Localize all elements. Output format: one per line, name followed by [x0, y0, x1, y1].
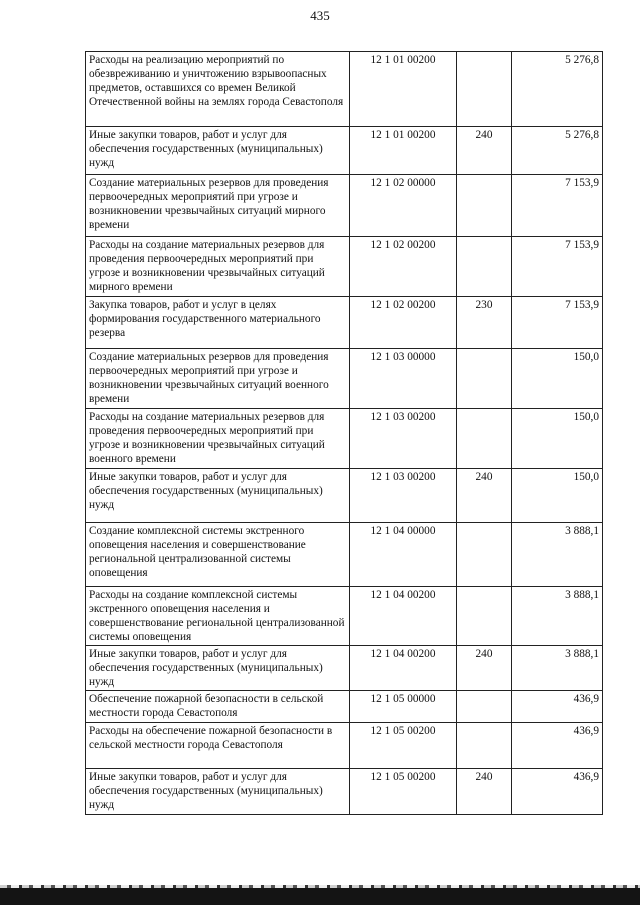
- target-article-cell: 12 1 03 00000: [350, 349, 457, 409]
- scan-edge-band: [0, 885, 640, 905]
- amount-cell: 150,0: [512, 469, 603, 523]
- scan-streak: [0, 885, 640, 888]
- row-name-cell: Создание материальных резервов для проведения первоочередных мероприятий при угрозе и возникновении чрезвычайных ситуаций военного времени: [86, 349, 350, 409]
- row-name-cell: Расходы на обеспечение пожарной безопасности в сельской местности города Севастополя: [86, 723, 350, 769]
- target-article-cell: 12 1 04 00000: [350, 523, 457, 587]
- row-name-cell: Иные закупки товаров, работ и услуг для обеспечения государственных (муниципальных) нужд: [86, 646, 350, 691]
- amount-cell: 7 153,9: [512, 297, 603, 349]
- table-row: [86, 237, 603, 297]
- target-article-cell: 12 1 01 00200: [350, 127, 457, 175]
- amount-cell: 7 153,9: [512, 175, 603, 237]
- amount-cell: 150,0: [512, 409, 603, 469]
- table-row: [86, 723, 603, 769]
- amount-cell: 3 888,1: [512, 646, 603, 691]
- table-row: [86, 127, 603, 175]
- target-article-cell: 12 1 04 00200: [350, 587, 457, 646]
- table-row: [86, 409, 603, 469]
- row-name-cell: Иные закупки товаров, работ и услуг для обеспечения государственных (муниципальных) нужд: [86, 769, 350, 815]
- target-article-cell: 12 1 03 00200: [350, 409, 457, 469]
- target-article-cell: 12 1 02 00200: [350, 237, 457, 297]
- expense-type-cell: [457, 52, 512, 127]
- row-name-cell: Создание комплексной системы экстренного оповещения населения и совершенствование региональной централизованной системы оповещения: [86, 523, 350, 587]
- target-article-cell: 12 1 05 00200: [350, 769, 457, 815]
- row-name-cell: Обеспечение пожарной безопасности в сельской местности города Севастополя: [86, 691, 350, 723]
- target-article-cell: 12 1 03 00200: [350, 469, 457, 523]
- table-row: [86, 691, 603, 723]
- row-name-cell: Расходы на создание комплексной системы экстренного оповещения населения и совершенствование региональной централизованной системы оповещения: [86, 587, 350, 646]
- amount-cell: 7 153,9: [512, 237, 603, 297]
- amount-cell: 150,0: [512, 349, 603, 409]
- row-name-cell: Расходы на создание материальных резервов для проведения первоочередных мероприятий при угрозе и возникновении чрезвычайных ситуаций военного времени: [86, 409, 350, 469]
- amount-cell: 5 276,8: [512, 52, 603, 127]
- row-name-cell: Создание материальных резервов для проведения первоочередных мероприятий при угрозе и возникновении чрезвычайных ситуаций мирного времени: [86, 175, 350, 237]
- expense-type-cell: [457, 237, 512, 297]
- amount-cell: 3 888,1: [512, 587, 603, 646]
- amount-cell: 436,9: [512, 769, 603, 815]
- expense-type-cell: 240: [457, 646, 512, 691]
- row-name-cell: Расходы на создание материальных резервов для проведения первоочередных мероприятий при угрозе и возникновении чрезвычайных ситуаций мирного времени: [86, 237, 350, 297]
- table-row: [86, 587, 603, 646]
- target-article-cell: 12 1 05 00000: [350, 691, 457, 723]
- budget-table: [85, 51, 603, 815]
- expense-type-cell: [457, 523, 512, 587]
- row-name-cell: Расходы на реализацию мероприятий по обезвреживанию и уничтожению взрывоопасных предметов, оставшихся со времен Великой Отечественной войны на землях города Севастополя: [86, 52, 350, 127]
- target-article-cell: 12 1 04 00200: [350, 646, 457, 691]
- amount-cell: 3 888,1: [512, 523, 603, 587]
- row-name-cell: Иные закупки товаров, работ и услуг для обеспечения государственных (муниципальных) нужд: [86, 469, 350, 523]
- page-number: 435: [310, 8, 330, 23]
- expense-type-cell: [457, 349, 512, 409]
- expense-type-cell: [457, 691, 512, 723]
- table-row: [86, 175, 603, 237]
- row-name-cell: Иные закупки товаров, работ и услуг для обеспечения государственных (муниципальных) нужд: [86, 127, 350, 175]
- target-article-cell: 12 1 02 00200: [350, 297, 457, 349]
- target-article-cell: 12 1 01 00200: [350, 52, 457, 127]
- expense-type-cell: [457, 587, 512, 646]
- amount-cell: 436,9: [512, 723, 603, 769]
- amount-cell: 5 276,8: [512, 127, 603, 175]
- target-article-cell: 12 1 05 00200: [350, 723, 457, 769]
- table-row: [86, 523, 603, 587]
- expense-type-cell: 240: [457, 469, 512, 523]
- expense-type-cell: [457, 723, 512, 769]
- target-article-cell: 12 1 02 00000: [350, 175, 457, 237]
- table-row: [86, 52, 603, 127]
- amount-cell: 436,9: [512, 691, 603, 723]
- expense-type-cell: [457, 409, 512, 469]
- table-row: [86, 646, 603, 691]
- expense-type-cell: 240: [457, 127, 512, 175]
- expense-type-cell: 230: [457, 297, 512, 349]
- table-row: [86, 297, 603, 349]
- expense-type-cell: [457, 175, 512, 237]
- expense-type-cell: 240: [457, 769, 512, 815]
- table-row: [86, 469, 603, 523]
- table-row: [86, 349, 603, 409]
- table-row: [86, 769, 603, 815]
- row-name-cell: Закупка товаров, работ и услуг в целях формирования государственного материального резерва: [86, 297, 350, 349]
